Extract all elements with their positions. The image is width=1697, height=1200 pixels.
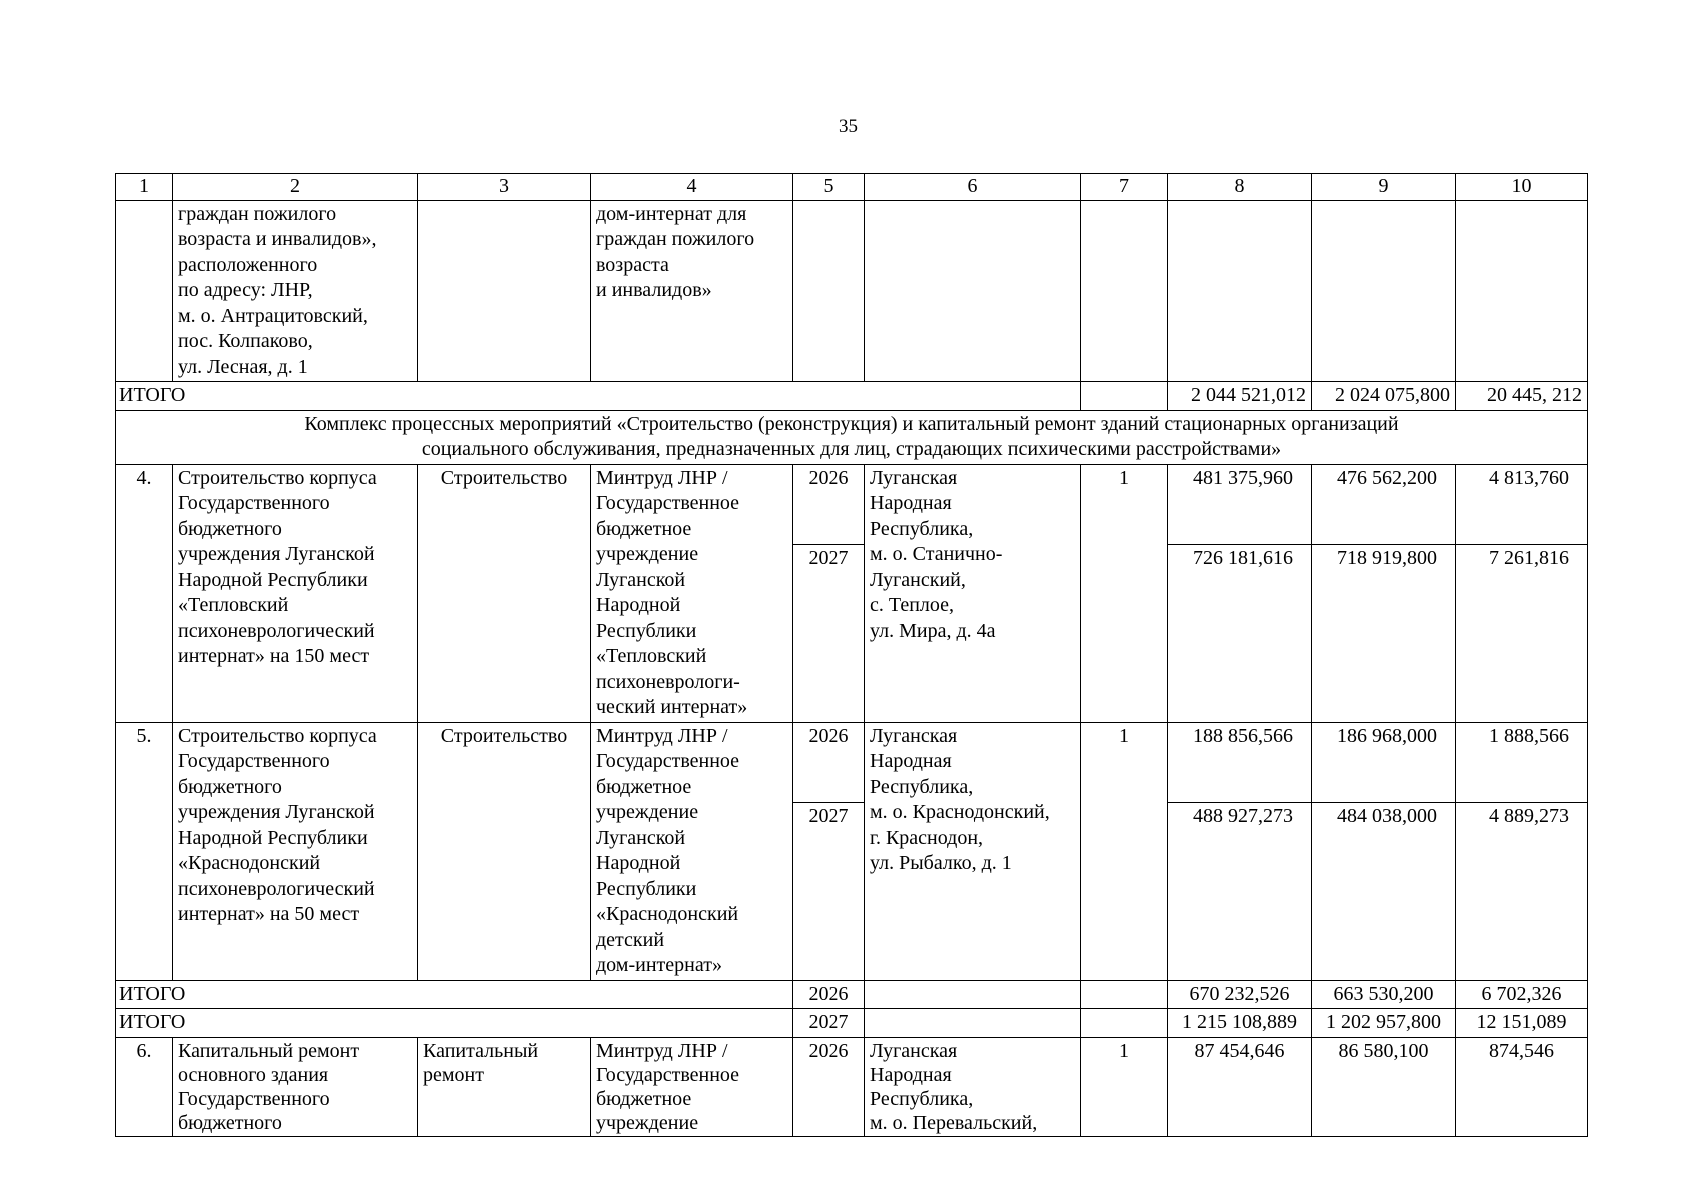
table-row (116, 722, 1588, 802)
cell-num: 4. (116, 464, 173, 722)
cell-value: 87 454,646 (1168, 1037, 1312, 1136)
cell-org: дом-интернат для граждан пожилого возраста и инвалидов» (591, 200, 793, 382)
cell-value: 484 038,000 (1312, 802, 1456, 980)
total-value: 1 202 957,800 (1312, 1009, 1456, 1038)
cell-type: Строительство (418, 722, 591, 980)
cell-year: 2026 (793, 464, 865, 544)
cell-value: 1 888,566 (1456, 722, 1588, 802)
cell-value: 726 181,616 (1168, 544, 1312, 722)
cell-count: 1 (1081, 1037, 1168, 1136)
total-value: 1 215 108,889 (1168, 1009, 1312, 1038)
cell-value: 481 375,960 (1168, 464, 1312, 544)
cell-value: 476 562,200 (1312, 464, 1456, 544)
cell-count (1081, 980, 1168, 1009)
cell-address: Луганская Народная Республика, м. о. Перевальский, (865, 1037, 1081, 1136)
cell-name: граждан пожилого возраста и инвалидов», расположенного по адресу: ЛНР, м. о. Антрацитовский, пос. Колпаково, ул. Лесная, д. 1 (173, 200, 418, 382)
cell-name: Строительство корпуса Государственного бюджетного учреждения Луганской Народной Республики «Краснодонский психоневрологический интернат» на 50 мест (173, 722, 418, 980)
cell-value (1456, 200, 1588, 382)
total-value: 2 024 075,800 (1312, 382, 1456, 411)
cell-value: 4 889,273 (1456, 802, 1588, 980)
program-table (115, 173, 1588, 1137)
cell-org: Минтруд ЛНР / Государственное бюджетное учреждение (591, 1037, 793, 1136)
header-cell: 8 (1168, 174, 1312, 201)
total-label: ИТОГО (116, 980, 793, 1009)
cell-value (1168, 200, 1312, 382)
header-cell: 5 (793, 174, 865, 201)
cell-type: Строительство (418, 464, 591, 722)
header-cell: 7 (1081, 174, 1168, 201)
cell-value: 7 261,816 (1456, 544, 1588, 722)
header-cell: 1 (116, 174, 173, 201)
cell-year (793, 200, 865, 382)
cell-value: 874,546 (1456, 1037, 1588, 1136)
cell-type: Капитальный ремонт (418, 1037, 591, 1136)
total-value: 663 530,200 (1312, 980, 1456, 1009)
header-cell: 6 (865, 174, 1081, 201)
cell-year: 2026 (793, 1037, 865, 1136)
table-header-row (116, 174, 1588, 201)
header-cell: 9 (1312, 174, 1456, 201)
cell-year: 2026 (793, 722, 865, 802)
cell-name: Строительство корпуса Государственного бюджетного учреждения Луганской Народной Республики «Тепловский психоневрологический интернат» на 150 мест (173, 464, 418, 722)
cell-value: 488 927,273 (1168, 802, 1312, 980)
cell-year: 2027 (793, 802, 865, 980)
header-cell: 3 (418, 174, 591, 201)
table-row (116, 464, 1588, 544)
total-year: 2026 (793, 980, 865, 1009)
cell-count (1081, 1009, 1168, 1038)
total-value: 6 702,326 (1456, 980, 1588, 1009)
header-cell: 10 (1456, 174, 1588, 201)
cell-num: 6. (116, 1037, 173, 1136)
cell-value: 86 580,100 (1312, 1037, 1456, 1136)
cell-address (865, 980, 1081, 1009)
cell-year: 2027 (793, 544, 865, 722)
table-row (116, 1037, 1588, 1136)
cell-address (865, 1009, 1081, 1038)
cell-num (116, 200, 173, 382)
cell-count (1081, 200, 1168, 382)
section-row (116, 410, 1588, 464)
cell-address: Луганская Народная Республика, м. о. Краснодонский, г. Краснодон, ул. Рыбалко, д. 1 (865, 722, 1081, 980)
cell-org: Минтруд ЛНР / Государственное бюджетное учреждение Луганской Народной Республики «Тепловский психоневрологи- ческий интернат» (591, 464, 793, 722)
total-row (116, 1009, 1588, 1038)
cell-count (1081, 382, 1168, 411)
cell-org: Минтруд ЛНР / Государственное бюджетное учреждение Луганской Народной Республики «Краснодонский детский дом-интернат» (591, 722, 793, 980)
cell-value (1312, 200, 1456, 382)
total-label: ИТОГО (116, 382, 1081, 411)
cell-count: 1 (1081, 464, 1168, 722)
page-number: 35 (839, 116, 858, 137)
cell-address (865, 200, 1081, 382)
cell-count: 1 (1081, 722, 1168, 980)
total-label: ИТОГО (116, 1009, 793, 1038)
cell-value: 186 968,000 (1312, 722, 1456, 802)
header-cell: 2 (173, 174, 418, 201)
cell-address: Луганская Народная Республика, м. о. Станично- Луганский, с. Теплое, ул. Мира, д. 4а (865, 464, 1081, 722)
total-year: 2027 (793, 1009, 865, 1038)
cell-value: 188 856,566 (1168, 722, 1312, 802)
total-row (116, 980, 1588, 1009)
cell-num: 5. (116, 722, 173, 980)
total-value: 670 232,526 (1168, 980, 1312, 1009)
cell-type (418, 200, 591, 382)
total-value: 2 044 521,012 (1168, 382, 1312, 411)
table-row (116, 200, 1588, 382)
cell-value: 4 813,760 (1456, 464, 1588, 544)
header-cell: 4 (591, 174, 793, 201)
total-value: 20 445, 212 (1456, 382, 1588, 411)
total-row (116, 382, 1588, 411)
section-title: Комплекс процессных мероприятий «Строительство (реконструкция) и капитальный ремонт зданий стационарных организаций социального обслуживания, предназначенных для лиц, страдающих психическими расстройствами» (116, 410, 1588, 464)
cell-value: 718 919,800 (1312, 544, 1456, 722)
cell-name: Капитальный ремонт основного здания Государственного бюджетного (173, 1037, 418, 1136)
total-value: 12 151,089 (1456, 1009, 1588, 1038)
